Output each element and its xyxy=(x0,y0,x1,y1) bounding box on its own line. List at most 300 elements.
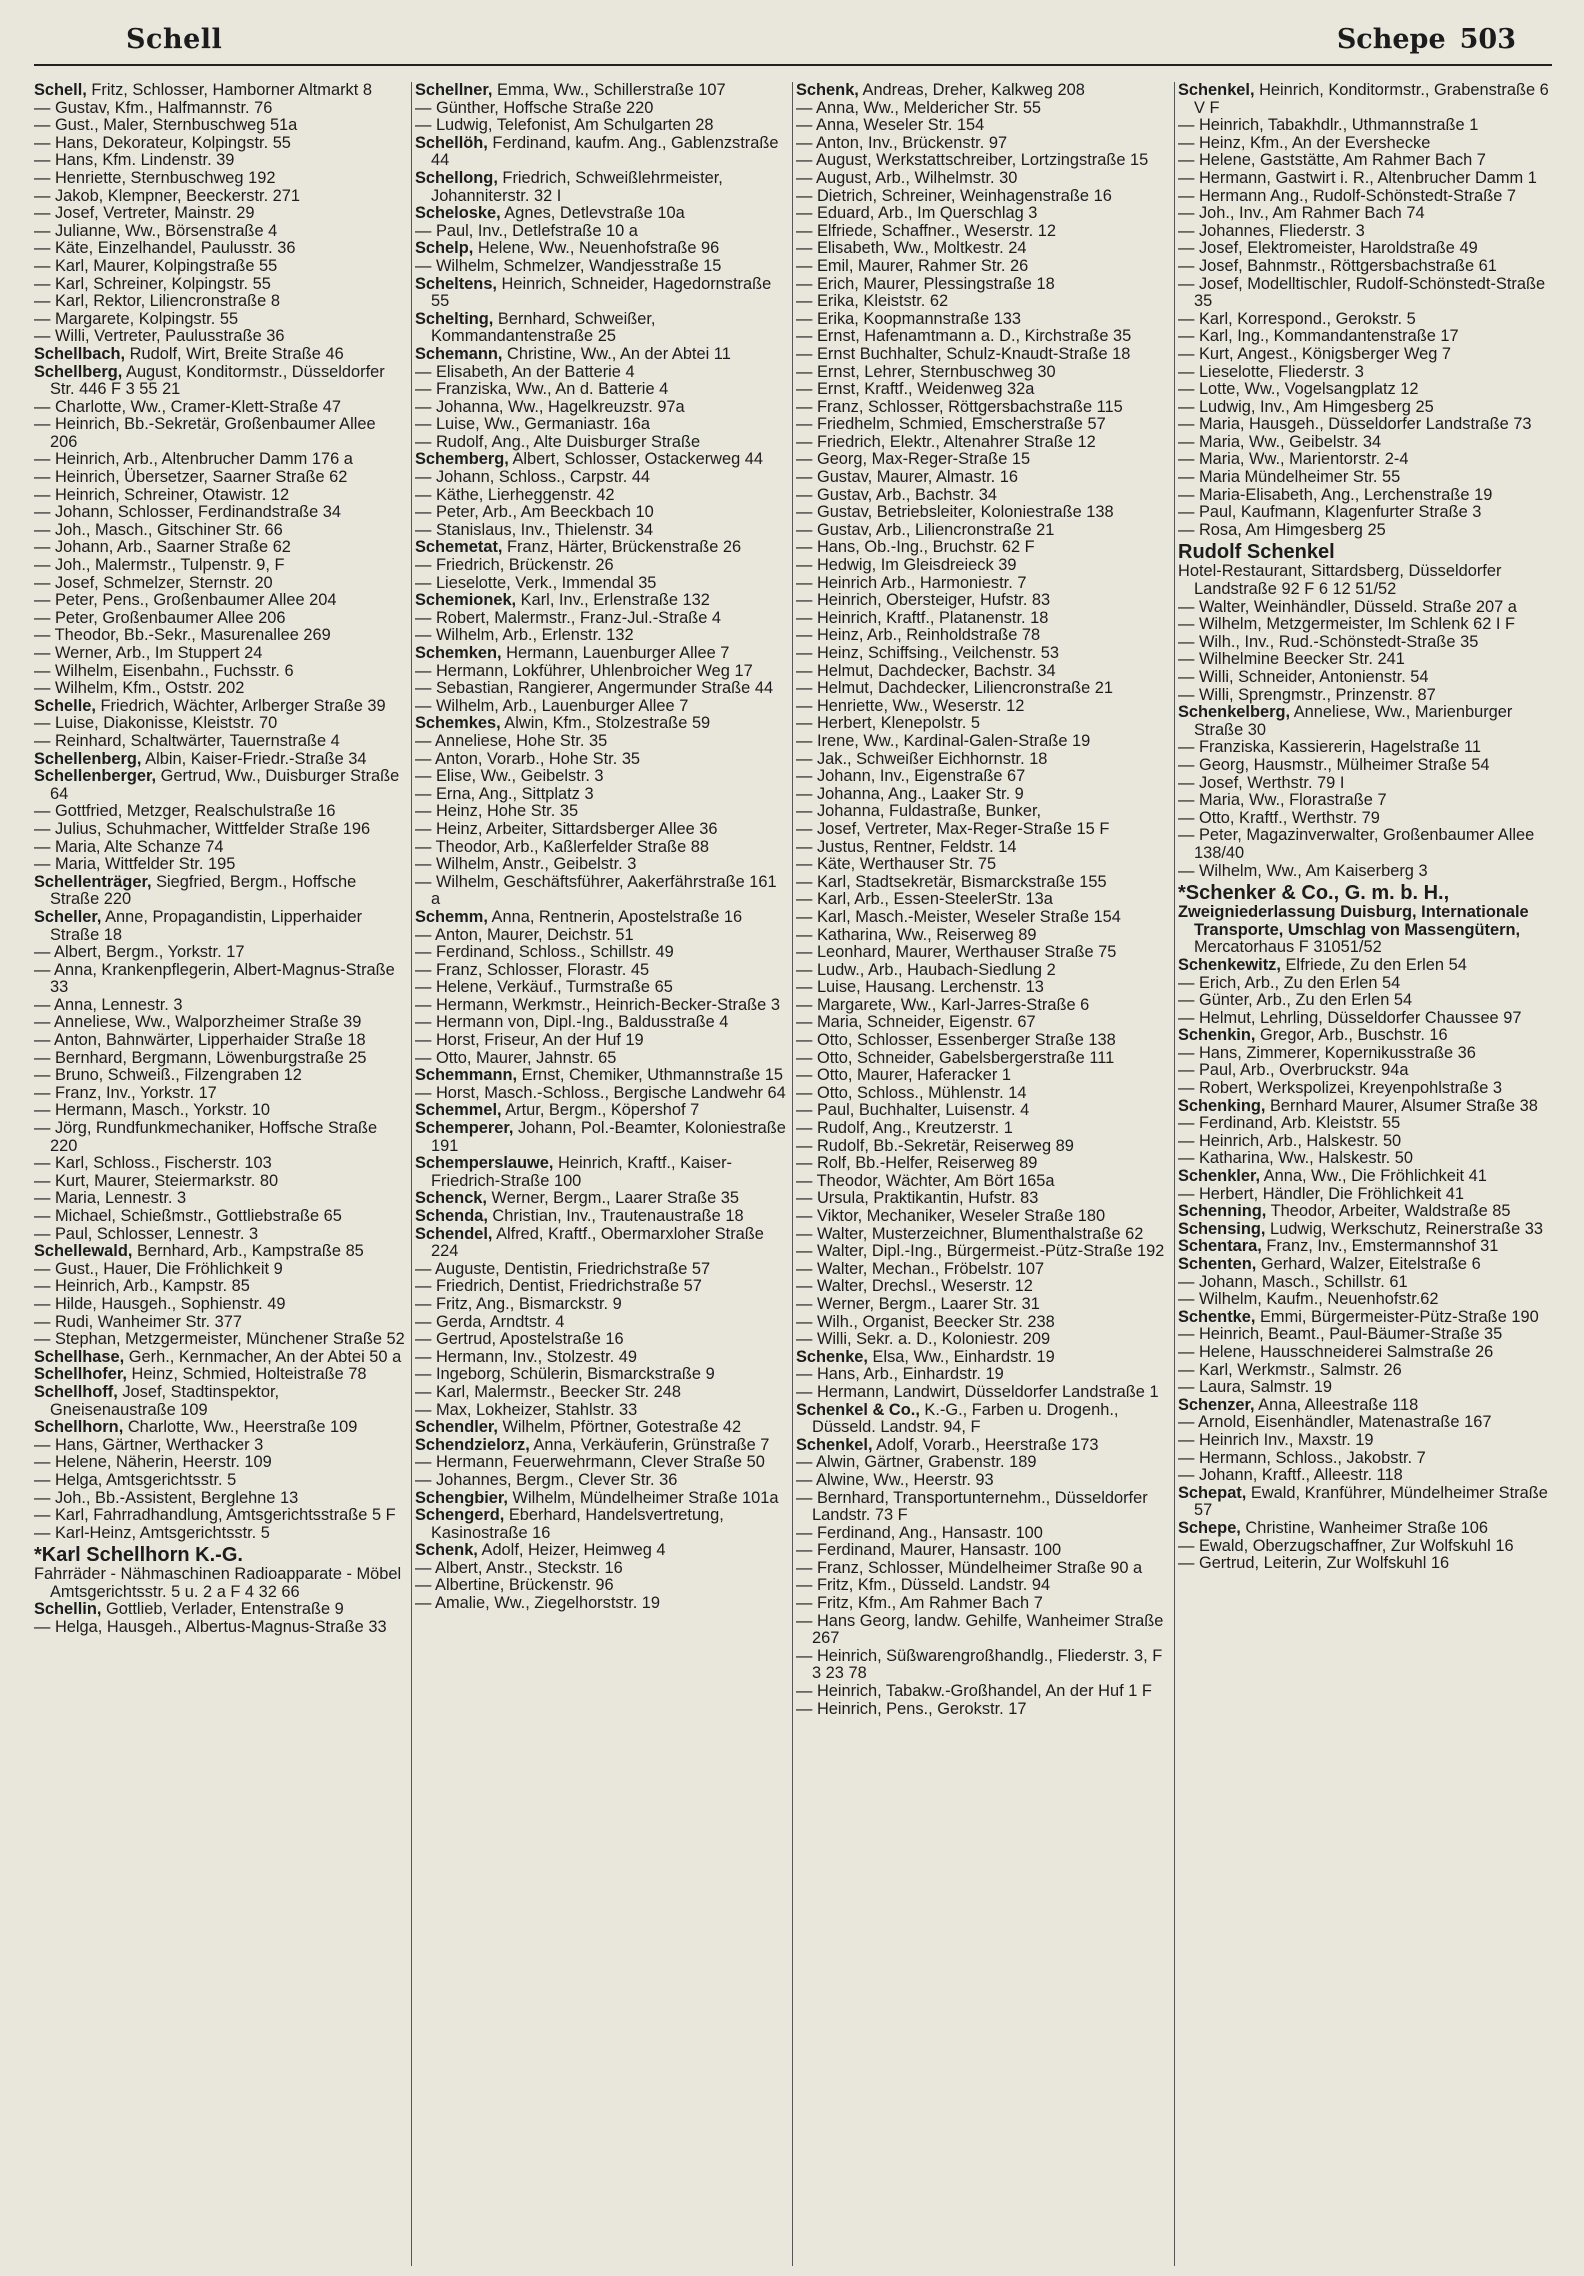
directory-entry: — Heinz, Arb., Reinholdstraße 78 xyxy=(796,626,1041,645)
directory-entry: — Elise, Ww., Geibelstr. 3 xyxy=(415,767,604,786)
directory-entry: — Paul, Buchhalter, Luisenstr. 4 xyxy=(796,1101,1030,1120)
directory-entry: — Albertine, Brückenstr. 96 xyxy=(415,1576,614,1595)
directory-entry: — Kurt, Maurer, Steiermarkstr. 80 xyxy=(34,1171,279,1190)
directory-entry: — Kurt, Angest., Königsberger Weg 7 xyxy=(1178,344,1452,363)
directory-entry: — Theodor, Wächter, Am Bört 165a xyxy=(796,1171,1055,1190)
directory-entry: — Robert, Malermstr., Franz-Jul.-Straße 4 xyxy=(415,608,722,627)
directory-entry: — Julius, Schuhmacher, Wittfelder Straße 196 xyxy=(34,819,371,838)
directory-entry: Schellong, Friedrich, Schweißlehrmeister, Johanniterstr. 32 I xyxy=(415,168,723,205)
column-4 xyxy=(1178,82,1552,2266)
directory-entry: Schengbier, Wilhelm, Mündelheimer Straße 101a xyxy=(415,1488,779,1507)
directory-entry: — Elfriede, Schaffner., Weserstr. 12 xyxy=(796,221,1056,240)
directory-entry: — Lieselotte, Verk., Immendal 35 xyxy=(415,573,657,592)
directory-entry: Schemmel, Artur, Bergm., Köpershof 7 xyxy=(415,1101,700,1120)
directory-entry: — Heinrich, Arb., Altenbrucher Damm 176 a xyxy=(34,450,353,469)
directory-entry: — Paul, Schlosser, Lennestr. 3 xyxy=(34,1224,259,1243)
directory-entry: — Gust., Hauer, Die Fröhlichkeit 9 xyxy=(34,1259,283,1278)
directory-entry: — Friedrich, Brückenstr. 26 xyxy=(415,556,614,575)
directory-entry: Schellberg, August, Konditormstr., Düsseldorfer Str. 446 F 3 55 21 xyxy=(34,362,385,399)
directory-entry: — Rudolf, Bb.-Sekretär, Reiserweg 89 xyxy=(796,1136,1074,1155)
directory-entry: — Josef, Bahnmstr., Röttgersbachstraße 61 xyxy=(1178,256,1497,275)
directory-entry: — Franz, Schlosser, Florastr. 45 xyxy=(415,960,650,979)
directory-entry: — Friedrich, Elektr., Altenahrer Straße 12 xyxy=(796,432,1096,451)
directory-entry: — Karl-Heinz, Amtsgerichtsstr. 5 xyxy=(34,1523,270,1542)
directory-entry: — Maria-Elisabeth, Ang., Lerchenstraße 19 xyxy=(1178,485,1493,504)
directory-entry: — Helene, Gaststätte, Am Rahmer Bach 7 xyxy=(1178,151,1486,170)
directory-entry: — Ludw., Arb., Haubach-Siedlung 2 xyxy=(796,960,1056,979)
directory-entry: — Viktor, Mechaniker, Weseler Straße 180 xyxy=(796,1207,1106,1225)
directory-entry: Schemberg, Albert, Schlosser, Ostackerweg 44 xyxy=(415,450,764,469)
display-entry: *Schenker & Co., G. m. b. H., xyxy=(1178,882,1450,905)
directory-entry: — Gustav, Arb., Bachstr. 34 xyxy=(796,485,998,504)
directory-entry: — Karl, Schloss., Fischerstr. 103 xyxy=(34,1154,272,1173)
directory-entry: — Johanna, Ang., Laaker Str. 9 xyxy=(796,784,1024,803)
directory-entry: Schemmann, Ernst, Chemiker, Uthmannstraße 15 xyxy=(415,1066,784,1085)
directory-entry: Schelle, Friedrich, Wächter, Arlberger Straße 39 xyxy=(34,696,386,715)
directory-entry: Scheltens, Heinrich, Schneider, Hagedornstraße 55 xyxy=(415,274,772,311)
directory-entry: — Peter, Pens., Großenbaumer Allee 204 xyxy=(34,591,337,610)
directory-entry: — Ludwig, Inv., Am Himgesberg 25 xyxy=(1178,397,1434,416)
directory-entry: — Hans, Kfm. Lindenstr. 39 xyxy=(34,151,235,170)
directory-entry: — Eduard, Arb., Im Querschlag 3 xyxy=(796,204,1038,223)
column-3 xyxy=(796,82,1170,2266)
directory-entry: — Luise, Hausang. Lerchenstr. 13 xyxy=(796,978,1044,997)
directory-entry: — Fritz, Kfm., Düsseld. Landstr. 94 xyxy=(796,1576,1051,1595)
directory-entry: — Johann, Kraftf., Alleestr. 118 xyxy=(1178,1466,1403,1485)
directory-entry: — Luise, Ww., Germaniastr. 16a xyxy=(415,415,651,434)
directory-entry: — Gust., Maler, Sternbuschweg 51a xyxy=(34,116,298,135)
directory-entry: — Wilhelm, Geschäftsführer, Aakerfährstraße 161 a xyxy=(415,872,777,909)
directory-entry: — Karl, Masch.-Meister, Weseler Straße 154 xyxy=(796,907,1121,926)
directory-entry: — Walter, Weinhändler, Düsseld. Straße 207 a xyxy=(1178,597,1517,616)
directory-entry: — Heinrich, Beamt., Paul-Bäumer-Straße 35 xyxy=(1178,1325,1503,1344)
directory-entry: — Hans, Gärtner, Werthacker 3 xyxy=(34,1435,264,1454)
directory-entry: — Otto, Schlosser, Essenberger Straße 138 xyxy=(796,1031,1116,1050)
directory-entry: — Otto, Kraftf., Werthstr. 79 xyxy=(1178,808,1380,827)
directory-entry: — Karl, Maurer, Kolpingstraße 55 xyxy=(34,256,278,275)
directory-entry: Schenkel, Adolf, Vorarb., Heerstraße 173 xyxy=(796,1435,1099,1454)
directory-columns xyxy=(34,82,1552,2266)
directory-entry: — Katharina, Ww., Halskestr. 50 xyxy=(1178,1149,1414,1168)
directory-entry: — Ernst Buchhalter, Schulz-Knaudt-Straße 18 xyxy=(796,344,1131,363)
column-rule xyxy=(411,82,412,2266)
directory-entry: Schenning, Theodor, Arbeiter, Waldstraße 85 xyxy=(1178,1202,1511,1221)
directory-entry: — Erich, Arb., Zu den Erlen 54 xyxy=(1178,973,1401,992)
directory-entry: — Wilhelm, Ww., Am Kaiserberg 3 xyxy=(1178,861,1428,880)
directory-entry: Schepe, Christine, Wanheimer Straße 106 xyxy=(1178,1518,1489,1537)
directory-entry: — Max, Lokheizer, Stahlstr. 33 xyxy=(415,1400,638,1419)
directory-entry: Schepat, Ewald, Kranführer, Mündelheimer Straße 57 xyxy=(1178,1483,1548,1520)
directory-entry: — Josef, Werthstr. 79 I xyxy=(1178,773,1345,792)
directory-entry: — Paul, Arb., Overbruckstr. 94a xyxy=(1178,1061,1409,1080)
directory-entry: — Heinrich, Bb.-Sekretär, Großenbaumer Allee 206 xyxy=(34,415,376,451)
directory-entry: — Alwine, Ww., Heerstr. 93 xyxy=(796,1470,994,1489)
directory-entry: — Gertrud, Apostelstraße 16 xyxy=(415,1330,624,1349)
directory-entry: — Maria, Ww., Florastraße 7 xyxy=(1178,791,1387,810)
directory-entry: Schelp, Helene, Ww., Neuenhofstraße 96 xyxy=(415,239,720,258)
directory-entry: — Karl, Rektor, Liliencronstraße 8 xyxy=(34,292,280,311)
directory-entry: Schentke, Emmi, Bürgermeister-Pütz-Straße 190 xyxy=(1178,1307,1539,1326)
directory-entry: — Heinrich, Übersetzer, Saarner Straße 62 xyxy=(34,468,348,487)
directory-entry: Schenkler, Anna, Ww., Die Fröhlichkeit 41 xyxy=(1178,1167,1487,1186)
directory-entry: Schellöh, Ferdinand, kaufm. Ang., Gablenzstraße 44 xyxy=(415,133,779,170)
directory-entry: — Johann, Inv., Eigenstraße 67 xyxy=(796,767,1026,786)
directory-entry: Schenda, Christian, Inv., Trautenaustraße 18 xyxy=(415,1207,744,1225)
column-2 xyxy=(415,82,788,2266)
directory-entry: — Joh., Inv., Am Rahmer Bach 74 xyxy=(1178,204,1425,223)
directory-entry: — Wilhelm, Arb., Lauenburger Allee 7 xyxy=(415,696,689,715)
directory-entry: — Johann, Arb., Saarner Straße 62 xyxy=(34,538,291,557)
directory-entry: — Käte, Werthauser Str. 75 xyxy=(796,855,997,874)
directory-entry: — Hermann, Masch., Yorkstr. 10 xyxy=(34,1101,270,1120)
directory-entry: — Josef, Vertreter, Max-Reger-Straße 15 F xyxy=(796,819,1110,838)
directory-entry: Schendzielorz, Anna, Verkäuferin, Grünstraße 7 xyxy=(415,1435,770,1454)
directory-entry: — Maria, Hausgeh., Düsseldorfer Landstraße 73 xyxy=(1178,415,1532,434)
directory-entry: — Werner, Arb., Im Stuppert 24 xyxy=(34,644,263,662)
directory-entry: — Franz, Schlosser, Mündelheimer Straße 90 a xyxy=(796,1558,1143,1577)
directory-entry: — Hans, Zimmerer, Kopernikusstraße 36 xyxy=(1178,1043,1476,1062)
directory-entry: — Maria, Schneider, Eigenstr. 67 xyxy=(796,1013,1036,1032)
header-left-keyword: Schell xyxy=(126,24,223,55)
directory-entry: — Johann, Masch., Schillstr. 61 xyxy=(1178,1272,1408,1291)
directory-entry: — Helmut, Dachdecker, Liliencronstraße 21 xyxy=(796,679,1114,698)
directory-entry: — Willi, Sekr. a. D., Koloniestr. 209 xyxy=(796,1330,1051,1349)
directory-entry: — Hans, Dekorateur, Kolpingstr. 55 xyxy=(34,133,291,152)
display-entry: *Karl Schellhorn K.-G. xyxy=(34,1544,243,1567)
directory-entry: Schellhoff, Josef, Stadtinspektor, Gneisenaustraße 109 xyxy=(34,1382,280,1419)
page-number: 503 xyxy=(1459,24,1516,55)
directory-entry: — Johanna, Fuldastraße, Bunker, xyxy=(796,802,1042,821)
directory-entry: — Karl, Stadtsekretär, Bismarckstraße 155 xyxy=(796,872,1107,891)
directory-entry: Schemetat, Franz, Härter, Brückenstraße 26 xyxy=(415,538,742,557)
directory-entry: — Lieselotte, Fliederstr. 3 xyxy=(1178,362,1364,381)
directory-entry: — Heinrich, Pens., Gerokstr. 17 xyxy=(796,1699,1027,1718)
directory-entry: — Rudolf, Ang., Alte Duisburger Straße xyxy=(415,432,701,451)
directory-entry: — Josef, Elektromeister, Haroldstraße 49 xyxy=(1178,239,1478,258)
directory-entry: — Josef, Schmelzer, Sternstr. 20 xyxy=(34,573,273,592)
directory-entry: — Walter, Musterzeichner, Blumenthalstraße 62 xyxy=(796,1224,1144,1243)
directory-entry: — Walter, Dipl.-Ing., Bürgermeist.-Pütz-Straße 192 xyxy=(796,1242,1165,1261)
directory-entry: — Bruno, Schweiß., Filzengraben 12 xyxy=(34,1066,302,1085)
directory-entry: — Walter, Mechan., Fröbelstr. 107 xyxy=(796,1259,1045,1278)
display-entry: Rudolf Schenkel xyxy=(1178,541,1335,564)
directory-entry: — Erika, Kleiststr. 62 xyxy=(796,292,949,311)
directory-entry: — Helmut, Lehrling, Düsseldorfer Chaussee 97 xyxy=(1178,1008,1522,1027)
directory-entry: — Lotte, Ww., Vogelsangplatz 12 xyxy=(1178,380,1419,399)
directory-entry: Schemm, Anna, Rentnerin, Apostelstraße 16 xyxy=(415,907,743,926)
directory-entry: — Ewald, Oberzugschaffner, Zur Wolfskuhl 16 xyxy=(1178,1536,1514,1555)
directory-entry: — Josef, Vertreter, Mainstr. 29 xyxy=(34,204,255,223)
directory-entry: — Heinz, Kfm., An der Evershecke xyxy=(1178,133,1431,152)
directory-entry: — Dietrich, Schreiner, Weinhagenstraße 16 xyxy=(796,186,1112,205)
directory-entry: — Anneliese, Ww., Walporzheimer Straße 39 xyxy=(34,1013,362,1032)
directory-entry: — Rudolf, Ang., Kreutzerstr. 1 xyxy=(796,1119,1013,1138)
directory-entry: — Margarete, Kolpingstr. 55 xyxy=(34,309,239,328)
directory-entry: — Hans, Arb., Einhardstr. 19 xyxy=(796,1365,1004,1384)
directory-entry: — Helmut, Dachdecker, Bachstr. 34 xyxy=(796,661,1056,680)
directory-entry: — Karl, Arb., Essen-SteelerStr. 13a xyxy=(796,890,1053,909)
directory-entry: — Hermann, Feuerwehrmann, Clever Straße 50 xyxy=(415,1453,765,1472)
directory-entry: — Henriette, Sternbuschweg 192 xyxy=(34,168,276,187)
directory-entry: — Johanna, Ww., Hagelkreuzstr. 97a xyxy=(415,397,685,416)
directory-entry: — Bernhard, Bergmann, Löwenburgstraße 25 xyxy=(34,1048,367,1067)
directory-entry: — Auguste, Dentistin, Friedrichstraße 57 xyxy=(415,1259,711,1278)
directory-entry: — Rosa, Am Himgesberg 25 xyxy=(1178,520,1386,539)
directory-entry: — Karl, Ing., Kommandantenstraße 17 xyxy=(1178,327,1459,346)
directory-entry: — Theodor, Bb.-Sekr., Masurenallee 269 xyxy=(34,626,331,645)
page-header xyxy=(34,22,1552,66)
directory-entry: Schellenberger, Gertrud, Ww., Duisburger Straße 64 xyxy=(34,767,400,803)
directory-entry: — Hilde, Hausgeh., Sophienstr. 49 xyxy=(34,1294,286,1313)
directory-entry: — Heinrich, Süßwarengroßhandlg., Fliederstr. 3, F 3 23 78 xyxy=(796,1646,1163,1683)
directory-entry: — Johann, Schloss., Carpstr. 44 xyxy=(415,468,651,487)
directory-entry: — Henriette, Ww., Weserstr. 12 xyxy=(796,696,1025,715)
directory-entry: — Heinrich Arb., Harmoniestr. 7 xyxy=(796,573,1027,592)
directory-entry: — Karl, Korrespond., Gerokstr. 5 xyxy=(1178,309,1416,328)
directory-entry: — Joh., Malermstr., Tulpenstr. 9, F xyxy=(34,556,285,575)
directory-entry: — Maria, Ww., Geibelstr. 34 xyxy=(1178,432,1382,451)
directory-entry: — Helene, Verkäuf., Turmstraße 65 xyxy=(415,978,673,997)
directory-entry: — Gustav, Arb., Liliencronstraße 21 xyxy=(796,520,1055,539)
directory-entry: — Otto, Maurer, Jahnstr. 65 xyxy=(415,1048,617,1067)
directory-entry: — Otto, Schloss., Mühlenstr. 14 xyxy=(796,1083,1027,1102)
directory-entry: — Karl, Werkmstr., Salmstr. 26 xyxy=(1178,1360,1402,1379)
directory-entry: Schellhorn, Charlotte, Ww., Heerstraße 109 xyxy=(34,1418,358,1437)
directory-entry: — Wilhelm, Kaufm., Neuenhofstr.62 xyxy=(1178,1290,1439,1309)
directory-entry: — Albert, Bergm., Yorkstr. 17 xyxy=(34,943,245,962)
directory-entry: Schellner, Emma, Ww., Schillerstraße 107 xyxy=(415,82,726,99)
directory-entry: Schellhofer, Heinz, Schmied, Holteistraße 78 xyxy=(34,1365,367,1384)
directory-entry: — Maria, Alte Schanze 74 xyxy=(34,837,224,856)
directory-entry: Schemperer, Johann, Pol.-Beamter, Koloniestraße 191 xyxy=(415,1119,786,1155)
directory-entry: — Theodor, Arb., Kaßlerfelder Straße 88 xyxy=(415,837,709,856)
directory-entry: — Ursula, Praktikantin, Hufstr. 83 xyxy=(796,1189,1039,1208)
directory-entry: — Wilh., Inv., Rud.-Schönstedt-Straße 35 xyxy=(1178,632,1479,651)
directory-entry: — Ferdinand, Ang., Hansastr. 100 xyxy=(796,1523,1043,1542)
directory-entry: — Anna, Weseler Str. 154 xyxy=(796,116,985,135)
directory-entry: — Josef, Modelltischler, Rudolf-Schönstedt-Straße 35 xyxy=(1178,274,1546,311)
directory-entry: Schenzer, Anna, Alleestraße 118 xyxy=(1178,1395,1419,1414)
directory-entry: — Michael, Schießmstr., Gottliebstraße 65 xyxy=(34,1207,342,1225)
directory-entry: — Ferdinand, Arb. Kleiststr. 55 xyxy=(1178,1114,1401,1133)
directory-entry: Schenck, Werner, Bergm., Laarer Straße 35 xyxy=(415,1189,740,1208)
directory-entry: — Helga, Hausgeh., Albertus-Magnus-Straße 33 xyxy=(34,1618,387,1637)
directory-entry: — Peter, Arb., Am Beeckbach 10 xyxy=(415,503,654,522)
directory-entry: — Horst, Friseur, An der Huf 19 xyxy=(415,1031,644,1050)
directory-entry: — Joh., Masch., Gitschiner Str. 66 xyxy=(34,520,283,539)
directory-entry: — Günter, Arb., Zu den Erlen 54 xyxy=(1178,991,1413,1010)
directory-entry: — Fritz, Kfm., Am Rahmer Bach 7 xyxy=(796,1594,1043,1613)
directory-entry: — Käthe, Lierheggenstr. 42 xyxy=(415,485,615,504)
directory-entry: Schemkes, Alwin, Kfm., Stolzestraße 59 xyxy=(415,714,711,733)
directory-entry: Scheller, Anne, Propagandistin, Lipperhaider Straße 18 xyxy=(34,907,363,944)
directory-entry: — Anna, Ww., Meldericher Str. 55 xyxy=(796,98,1042,117)
directory-entry: — Reinhard, Schaltwärter, Tauernstraße 4 xyxy=(34,731,340,750)
directory-entry: — Emil, Maurer, Rahmer Str. 26 xyxy=(796,256,1029,275)
directory-entry: — Willi, Schneider, Antonienstr. 54 xyxy=(1178,668,1429,686)
directory-entry: — August, Arb., Wilhelmstr. 30 xyxy=(796,168,1018,187)
directory-entry: — Ernst, Lehrer, Sternbuschweg 30 xyxy=(796,362,1056,381)
directory-entry: — Jakob, Klempner, Beeckerstr. 271 xyxy=(34,186,301,205)
directory-entry: Schellewald, Bernhard, Arb., Kampstraße 85 xyxy=(34,1242,364,1261)
directory-entry: — Hermann, Schloss., Jakobstr. 7 xyxy=(1178,1448,1426,1467)
directory-entry: — Walter, Drechsl., Weserstr. 12 xyxy=(796,1277,1033,1296)
directory-entry: — Johannes, Bergm., Clever Str. 36 xyxy=(415,1470,678,1489)
directory-entry: — Willi, Sprengmstr., Prinzenstr. 87 xyxy=(1178,685,1436,704)
column-1 xyxy=(34,82,407,2266)
directory-entry: — Günther, Hoffsche Straße 220 xyxy=(415,98,654,117)
directory-entry: — Wilhelm, Kfm., Oststr. 202 xyxy=(34,679,245,698)
directory-entry: — Heinrich, Schreiner, Otawistr. 12 xyxy=(34,485,290,504)
directory-entry: — Käte, Einzelhandel, Paulusstr. 36 xyxy=(34,239,296,258)
directory-entry: — Maria, Wittfelder Str. 195 xyxy=(34,855,236,874)
directory-entry: — Margarete, Ww., Karl-Jarres-Straße 6 xyxy=(796,995,1090,1014)
directory-entry: Schenkin, Gregor, Arb., Buschstr. 16 xyxy=(1178,1026,1448,1045)
directory-entry: Schell, Fritz, Schlosser, Hamborner Altmarkt 8 xyxy=(34,82,372,99)
directory-entry: — Alwin, Gärtner, Grabenstr. 189 xyxy=(796,1453,1037,1472)
directory-entry: Schellenberg, Albin, Kaiser-Friedr.-Straße 34 xyxy=(34,749,367,768)
directory-entry: — Heinrich, Tabakhdlr., Uthmannstraße 1 xyxy=(1178,116,1479,135)
directory-entry: — Franz, Inv., Yorkstr. 17 xyxy=(34,1083,217,1102)
directory-entry: — Helene, Hausschneiderei Salmstraße 26 xyxy=(1178,1342,1494,1361)
directory-entry: — Stanislaus, Inv., Thielenstr. 34 xyxy=(415,520,654,539)
directory-entry: Hotel-Restaurant, Sittardsberg, Düsseldorfer Landstraße 92 F 6 12 51/52 xyxy=(1178,562,1502,599)
directory-entry: — Anton, Inv., Brückenstr. 97 xyxy=(796,133,1008,152)
directory-entry: — Gustav, Betriebsleiter, Koloniestraße 138 xyxy=(796,503,1114,522)
directory-entry: — Paul, Inv., Detlefstraße 10 a xyxy=(415,221,638,240)
directory-entry: — Horst, Masch.-Schloss., Bergische Landwehr 64 xyxy=(415,1083,786,1102)
directory-entry: Schenkel & Co., K.-G., Farben u. Drogenh., Düsseld. Landstr. 94, F xyxy=(796,1400,1119,1437)
directory-entry: Schendel, Alfred, Kraftf., Obermarxloher Straße 224 xyxy=(415,1224,764,1261)
directory-entry: — Laura, Salmstr. 19 xyxy=(1178,1378,1332,1397)
directory-entry: — Anton, Maurer, Deichstr. 51 xyxy=(415,925,634,944)
directory-entry: — Anton, Bahnwärter, Lipperhaider Straße 18 xyxy=(34,1031,366,1050)
column-rule xyxy=(1174,82,1175,2266)
directory-entry: — Luise, Diakonisse, Kleiststr. 70 xyxy=(34,714,278,733)
directory-entry: — Heinz, Schiffsing., Veilchenstr. 53 xyxy=(796,644,1059,662)
directory-entry: Schenkel, Heinrich, Konditormstr., Grabenstraße 6 V F xyxy=(1178,82,1549,117)
directory-entry: — Gertrud, Leiterin, Zur Wolfskuhl 16 xyxy=(1178,1554,1450,1573)
directory-entry: — Elisabeth, Ww., Moltkestr. 24 xyxy=(796,239,1027,258)
directory-entry: — Gustav, Kfm., Halfmannstr. 76 xyxy=(34,98,273,117)
directory-entry: Schenk, Andreas, Dreher, Kalkweg 208 xyxy=(796,82,1085,99)
directory-entry: — Anna, Krankenpflegerin, Albert-Magnus-Straße 33 xyxy=(34,960,395,997)
directory-entry: — Ludwig, Telefonist, Am Schulgarten 28 xyxy=(415,116,714,135)
directory-entry: — Heinrich, Tabakw.-Großhandel, An der Huf 1 F xyxy=(796,1682,1152,1701)
directory-entry: — Maria, Ww., Marientorstr. 2-4 xyxy=(1178,450,1409,469)
directory-entry: — Wilhelm, Schmelzer, Wandjesstraße 15 xyxy=(415,256,722,275)
directory-entry: — Stephan, Metzgermeister, Münchener Straße 52 xyxy=(34,1330,405,1349)
directory-entry: — Hans Georg, landw. Gehilfe, Wanheimer Straße 267 xyxy=(796,1611,1164,1648)
directory-entry: — Katharina, Ww., Reiserweg 89 xyxy=(796,925,1037,944)
directory-entry: — Hedwig, Im Gleisdreieck 39 xyxy=(796,556,1017,575)
directory-entry: Schemken, Hermann, Lauenburger Allee 7 xyxy=(415,644,730,662)
directory-entry: — Maria Mündelheimer Str. 55 xyxy=(1178,468,1401,487)
directory-entry: — Irene, Ww., Kardinal-Galen-Straße 19 xyxy=(796,731,1091,750)
directory-entry: — Werner, Bergm., Laarer Str. 31 xyxy=(796,1294,1040,1313)
directory-entry: — Bernhard, Transportunternehm., Düsseldorfer Landstr. 73 F xyxy=(796,1488,1148,1525)
directory-entry: Schenk, Adolf, Heizer, Heimweg 4 xyxy=(415,1541,666,1560)
directory-entry: — Wilhelm, Arb., Erlenstr. 132 xyxy=(415,626,634,645)
directory-entry: — Leonhard, Maurer, Werthauser Straße 75 xyxy=(796,943,1117,962)
directory-entry: — Paul, Kaufmann, Klagenfurter Straße 3 xyxy=(1178,503,1482,522)
directory-entry: — Wilhelm, Eisenbahn., Fuchsstr. 6 xyxy=(34,661,294,680)
directory-entry: — Justus, Rentner, Feldstr. 14 xyxy=(796,837,1017,856)
directory-entry: — Heinz, Hohe Str. 35 xyxy=(415,802,579,821)
directory-entry: — Erika, Koopmannstraße 133 xyxy=(796,309,1022,328)
directory-entry: — Robert, Werkspolizei, Kreyenpohlstraße 3 xyxy=(1178,1079,1503,1098)
directory-entry: — Peter, Großenbaumer Allee 206 xyxy=(34,608,286,627)
directory-entry: — Ferdinand, Schloss., Schillstr. 49 xyxy=(415,943,674,962)
directory-entry: — Rudi, Wanheimer Str. 377 xyxy=(34,1312,243,1331)
directory-entry: — Wilhelm, Metzgermeister, Im Schlenk 62 I F xyxy=(1178,615,1516,634)
header-right xyxy=(1337,24,1516,55)
directory-entry: — Karl, Schreiner, Kolpingstr. 55 xyxy=(34,274,271,293)
directory-entry: — Anton, Vorarb., Hohe Str. 35 xyxy=(415,749,641,768)
directory-entry: — Willi, Vertreter, Paulusstraße 36 xyxy=(34,327,285,346)
directory-entry: — Friedrich, Dentist, Friedrichstraße 57 xyxy=(415,1277,702,1296)
directory-entry: — Jak., Schweißer Eichhornstr. 18 xyxy=(796,749,1048,768)
directory-entry: — Franziska, Kassiererin, Hagelstraße 11 xyxy=(1178,738,1482,757)
directory-entry: — Arnold, Eisenhändler, Matenastraße 167 xyxy=(1178,1413,1492,1432)
directory-entry: Schensing, Ludwig, Werkschutz, Reinerstraße 33 xyxy=(1178,1219,1543,1238)
directory-entry: Schenke, Elsa, Ww., Einhardstr. 19 xyxy=(796,1347,1055,1366)
directory-entry: — Wilhelmine Beecker Str. 241 xyxy=(1178,650,1405,669)
directory-entry: — Ernst, Hafenamtmann a. D., Kirchstraße 35 xyxy=(796,327,1132,346)
directory-entry: Schentara, Franz, Inv., Emstermannshof 31 xyxy=(1178,1237,1499,1256)
directory-entry: Schellbach, Rudolf, Wirt, Breite Straße 46 xyxy=(34,344,344,363)
directory-entry: — Anna, Lennestr. 3 xyxy=(34,995,183,1014)
directory-entry: — Jörg, Rundfunkmechaniker, Hoffsche Straße 220 xyxy=(34,1119,378,1155)
directory-entry: Schenkelberg, Anneliese, Ww., Marienburger Straße 30 xyxy=(1178,703,1513,739)
directory-entry: — Hermann, Inv., Stolzestr. 49 xyxy=(415,1347,637,1366)
directory-entry: Fahrräder - Nähmaschinen Radioapparate - Möbel Amtsgerichtsstr. 5 u. 2 a F 4 32 66 xyxy=(34,1565,402,1601)
directory-entry: — Maria, Lennestr. 3 xyxy=(34,1189,187,1208)
directory-entry: — Hermann, Landwirt, Düsseldorfer Landstraße 1 xyxy=(796,1382,1159,1401)
directory-entry: — Heinrich, Kraftf., Platanenstr. 18 xyxy=(796,608,1049,627)
directory-entry: — Herbert, Händler, Die Fröhlichkeit 41 xyxy=(1178,1184,1465,1203)
directory-entry: Schenten, Gerhard, Walzer, Eitelstraße 6 xyxy=(1178,1255,1481,1273)
column-rule xyxy=(792,82,793,2266)
directory-entry: Schemperslauwe, Heinrich, Kraftf., Kaiser-Friedrich-Straße 100 xyxy=(415,1154,733,1190)
directory-entry: — Gottfried, Metzger, Realschulstraße 16 xyxy=(34,802,336,821)
directory-entry: — Heinrich, Arb., Halskestr. 50 xyxy=(1178,1131,1402,1150)
directory-entry: — Johann, Schlosser, Ferdinandstraße 34 xyxy=(34,503,342,522)
directory-entry: — Herbert, Klenepolstr. 5 xyxy=(796,714,981,733)
directory-entry: Zweigniederlassung Duisburg, Internationale Transporte, Umschlag von Massengütern, Mercatorhaus F 31051/52 xyxy=(1178,903,1529,957)
directory-entry: — Hermann, Werkmstr., Heinrich-Becker-Straße 3 xyxy=(415,995,780,1014)
directory-entry: — Helene, Näherin, Heerstr. 109 xyxy=(34,1453,272,1472)
directory-entry: Schelting, Bernhard, Schweißer, Kommandantenstraße 25 xyxy=(415,309,656,346)
directory-entry: — Ingeborg, Schülerin, Bismarckstraße 9 xyxy=(415,1365,715,1384)
directory-entry: Schemann, Christine, Ww., An der Abtei 11 xyxy=(415,344,731,363)
directory-entry: Schenking, Bernhard Maurer, Alsumer Straße 38 xyxy=(1178,1096,1538,1115)
directory-entry: — Ernst, Kraftf., Weidenweg 32a xyxy=(796,380,1035,399)
directory-entry: — Heinrich, Obersteiger, Hufstr. 83 xyxy=(796,591,1051,610)
directory-entry: Scheloske, Agnes, Detlevstraße 10a xyxy=(415,204,685,223)
directory-entry: — Amalie, Ww., Ziegelhorststr. 19 xyxy=(415,1594,661,1613)
directory-entry: — Gerda, Arndtstr. 4 xyxy=(415,1312,565,1331)
directory-entry: — Franziska, Ww., An d. Batterie 4 xyxy=(415,380,669,399)
directory-entry: — Heinrich Inv., Maxstr. 19 xyxy=(1178,1430,1374,1449)
directory-entry: — Hermann, Gastwirt i. R., Altenbrucher Damm 1 xyxy=(1178,168,1537,187)
directory-entry: — Gustav, Maurer, Almastr. 16 xyxy=(796,468,1018,487)
directory-entry: — Otto, Schneider, Gabelsbergerstraße 111 xyxy=(796,1048,1115,1067)
directory-entry: Schenkewitz, Elfriede, Zu den Erlen 54 xyxy=(1178,955,1467,974)
directory-entry: — Otto, Maurer, Haferacker 1 xyxy=(796,1066,1011,1085)
directory-entry: Schemionek, Karl, Inv., Erlenstraße 132 xyxy=(415,591,710,610)
directory-entry: — Anneliese, Hohe Str. 35 xyxy=(415,731,608,750)
